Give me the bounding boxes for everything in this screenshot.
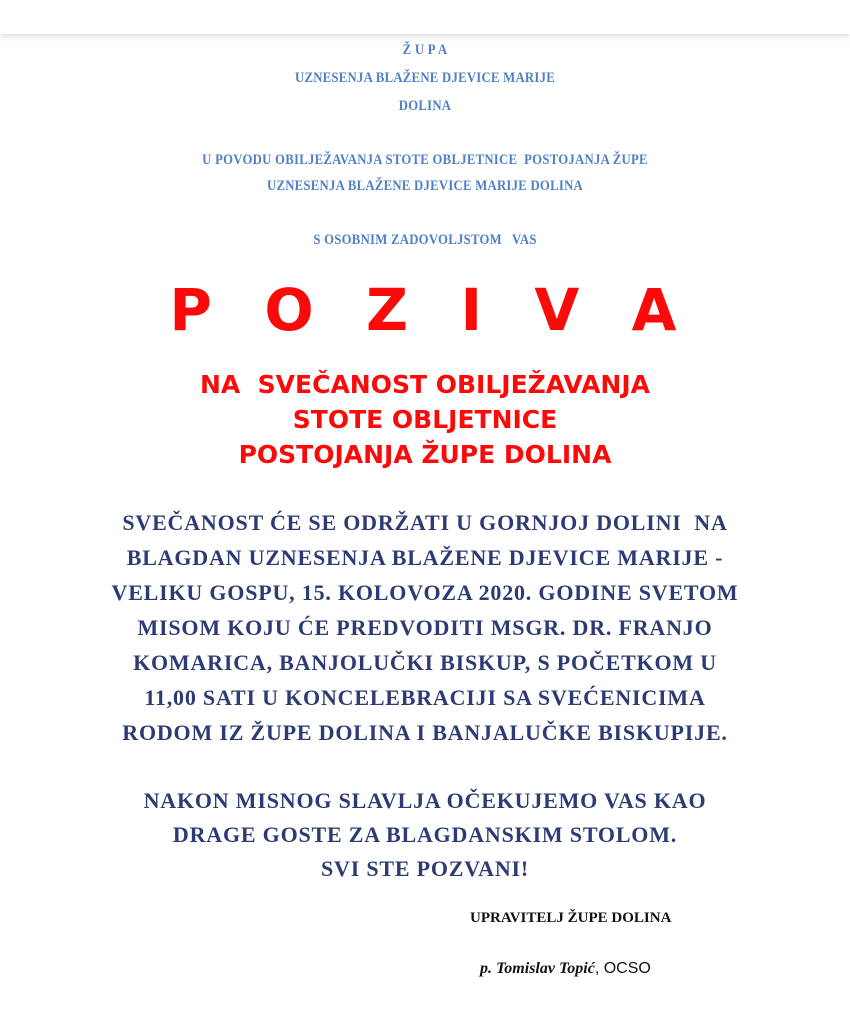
- closing-line: NAKON MISNOG SLAVLJA OČEKUJEMO VAS KAO: [143, 788, 707, 813]
- greeting: S OSOBNIM ZADOVOLJSTOM VAS: [313, 232, 537, 248]
- header-line3: DOLINA: [398, 98, 452, 114]
- signature-order: , OCSO: [594, 960, 651, 977]
- body-line: KOMARICA, BANJOLUČKI BISKUP, S POČETKOM U: [133, 650, 717, 675]
- top-bar: [0, 0, 850, 34]
- body-line: BLAGDAN UZNESENJA BLAŽENE DJEVICE MARIJE -: [126, 545, 724, 570]
- subtitle-line: POSTOJANJA ŽUPE DOLINA: [238, 440, 612, 469]
- occasion-line: UZNESENJA BLAŽENE DJEVICE MARIJE DOLINA: [266, 178, 583, 194]
- body-line: SVEČANOST ĆE SE ODRŽATI U GORNJOJ DOLINI NA: [122, 510, 728, 535]
- subtitle-line: STOTE OBLJETNICE: [292, 405, 558, 434]
- body-line: MISOM KOJU ĆE PREDVODITI MSGR. DR. FRANJO: [137, 615, 713, 640]
- header-line2: UZNESENJA BLAŽENE DJEVICE MARIJE: [294, 70, 556, 86]
- body-line: 11,00 SATI U KONCELEBRACIJI SA SVEĆENICIMA: [144, 685, 706, 710]
- body-line: VELIKU GOSPU, 15. KOLOVOZA 2020. GODINE SVETOM: [111, 580, 739, 605]
- signature-name: p. Tomislav Topić: [480, 960, 595, 977]
- occasion-line: U POVODU OBILJEŽAVANJA STOTE OBLJETNICE POSTOJANJA ŽUPE: [202, 152, 648, 168]
- header-zupa: Ž U P A: [402, 42, 448, 58]
- title-poziva: P O Z I V A: [169, 276, 681, 344]
- closing-line: SVI STE POZVANI!: [320, 856, 529, 881]
- signature-role: UPRAVITELJ ŽUPE DOLINA: [470, 910, 672, 926]
- body-line: RODOM IZ ŽUPE DOLINA I BANJALUČKE BISKUPIJE.: [122, 720, 728, 745]
- signature: [480, 960, 651, 978]
- subtitle-line: NA SVEČANOST OBILJEŽAVANJA: [199, 370, 650, 399]
- closing-line: DRAGE GOSTE ZA BLAGDANSKIM STOLOM.: [172, 822, 678, 847]
